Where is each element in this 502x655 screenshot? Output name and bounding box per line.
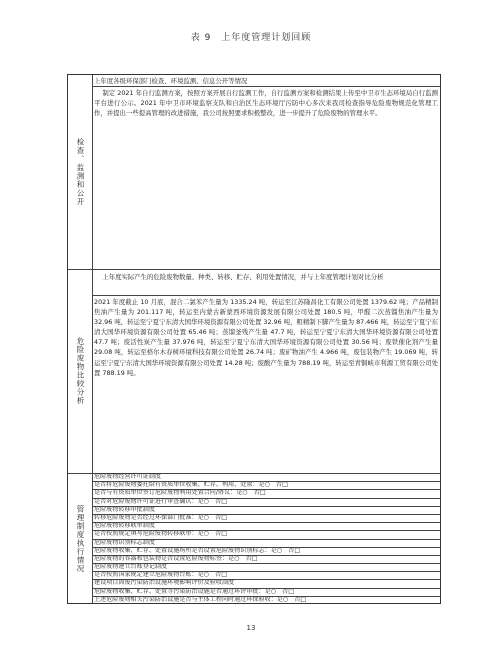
mgmt-row: 是否按照国家规定建立危险废物台账：是○ 否□ — [94, 571, 227, 579]
row-divider — [92, 563, 440, 564]
section-label-compare: 危险废物比较分析 — [76, 337, 85, 405]
section-label-mgmt: 管理制度执行情况 — [76, 505, 85, 573]
column-divider — [92, 75, 93, 603]
mgmt-row: 建设项目固废污染防治设施环境影响评价及验收制度 — [94, 579, 235, 587]
plan-review-table — [67, 74, 441, 604]
row-divider — [92, 498, 440, 499]
row-divider — [92, 571, 440, 572]
row-divider — [92, 514, 440, 515]
row-divider — [92, 539, 440, 540]
row-divider — [92, 547, 440, 548]
table-title: 表 9 上年度管理计划回顾 — [190, 33, 312, 43]
mgmt-row: 转移危险废物是否经过环保部门批准：是○ 否□ — [94, 513, 227, 521]
monitor-body: 制定 2021 年自行监测方案，按照方案开展自行监测工作，自行监测方案和检测结果上传至中卫市生态环境局自行监测平台进行公示。2021 年中卫市环境监察支队和自治区生态环境厅污防中心多次来我司检查指导危险废物规范化管理工作，并提出一些提高管理的改进措施，我公司按照要求积极整改，进一步提升了危险废物的管理水平。 — [94, 89, 438, 118]
mgmt-row: 危险废物的容器和包装物是否设置危险废物标签：是○ 否□ — [94, 554, 258, 562]
mgmt-row: 上述危险废物相关污染防治设施是否与主体工程同时通过环保验收：是○ 否□ — [94, 595, 307, 603]
compare-heading: 上年度实际产生的危险废物数量、种类、转移、贮存、利用处置情况，并与上年度管理计划对比分析 — [102, 273, 384, 281]
row-divider — [92, 579, 440, 580]
row-divider — [92, 555, 440, 556]
row-divider — [92, 86, 440, 87]
row-divider — [92, 481, 440, 482]
mgmt-row: 危险废物建立台账登记制度 — [94, 563, 168, 571]
mgmt-row: 危险废物识别标志制度 — [94, 538, 155, 546]
compare-body: 2021 年度截止 10 月底，混合二氯苯产生量为 1335.24 吨，转运至江苏隆昌化工有限公司处置 1379.62 吨；产品精制焦油产生量为 201.117 吨，转运至内蒙古新蒙西环境资源发展有限公司处置 180.5 吨，甲醛二次蒸馏焦油产生量为 32.96 吨，转运至宁夏宁东清大国华环境资源有限公司处置 32.96 吨，粗精制下脚产生量为 87.466 吨，转运至宁夏宁东清大国华环境资源有限公司处置 65.46 吨；蒸馏釜残产生量 47.7 吨，转运至宁夏宁东清大国华环境资源有限公司处置 47.7 吨；废活性炭产生量 37.976 吨，转运至宁夏宁东清大国华环境资源有限公司处置 30.56 吨；废铁催化剂产生量 29.08 吨，转运至格尔木春树环境科技有限公司处置 26.74 吨；废矿物油产生 4.966 吨，废包装物产生 19.069 吨，转运至宁夏宁东清大国华环境资源有限公司处置 14.28 吨；废酸产生量为 788.19 吨，转运至青铜峡市利源工贸有限公司处置 788.19 吨。 — [94, 298, 438, 377]
mgmt-row: 是否与有资质单位签订危险废物利用处置合同/协议：是○ 否□ — [94, 489, 266, 497]
mgmt-row: 是否将危险废物委托给有资质单位收集、贮存、利用、处置：是○ 否□ — [94, 481, 288, 489]
row-divider — [92, 530, 440, 531]
row-divider — [92, 522, 440, 523]
mgmt-row: 危险废物经营许可证制度 — [94, 473, 162, 480]
section-label-monitor: 检查、监测和公开 — [76, 138, 85, 206]
mgmt-row: 是否对危险废物许可证进行审查确认：是○ 否□ — [94, 497, 227, 505]
row-divider — [92, 295, 440, 296]
row-divider — [92, 489, 440, 490]
page-number: 13 — [246, 624, 256, 632]
row-divider — [92, 506, 440, 507]
row-divider — [92, 596, 440, 597]
mgmt-row: 危险废物收集、贮存、处置等污染防治设施是否通过环评审批：是○ 否□ — [94, 587, 294, 595]
mgmt-row: 危险废物转移联单制度 — [94, 522, 155, 530]
row-divider — [92, 588, 440, 589]
mgmt-row: 危险废物转移审批制度 — [94, 505, 155, 513]
monitor-heading: 上年度各级环保部门检查、环境监测、信息公开等情况 — [94, 77, 248, 85]
mgmt-row: 危险废物收集、贮存、处置设施场所是否设置危险废物识别标志：是○ 否□ — [94, 546, 301, 554]
section-divider — [68, 269, 440, 270]
mgmt-row: 是否按照规定填写危险废物转移联单：是○ 否□ — [94, 530, 227, 538]
